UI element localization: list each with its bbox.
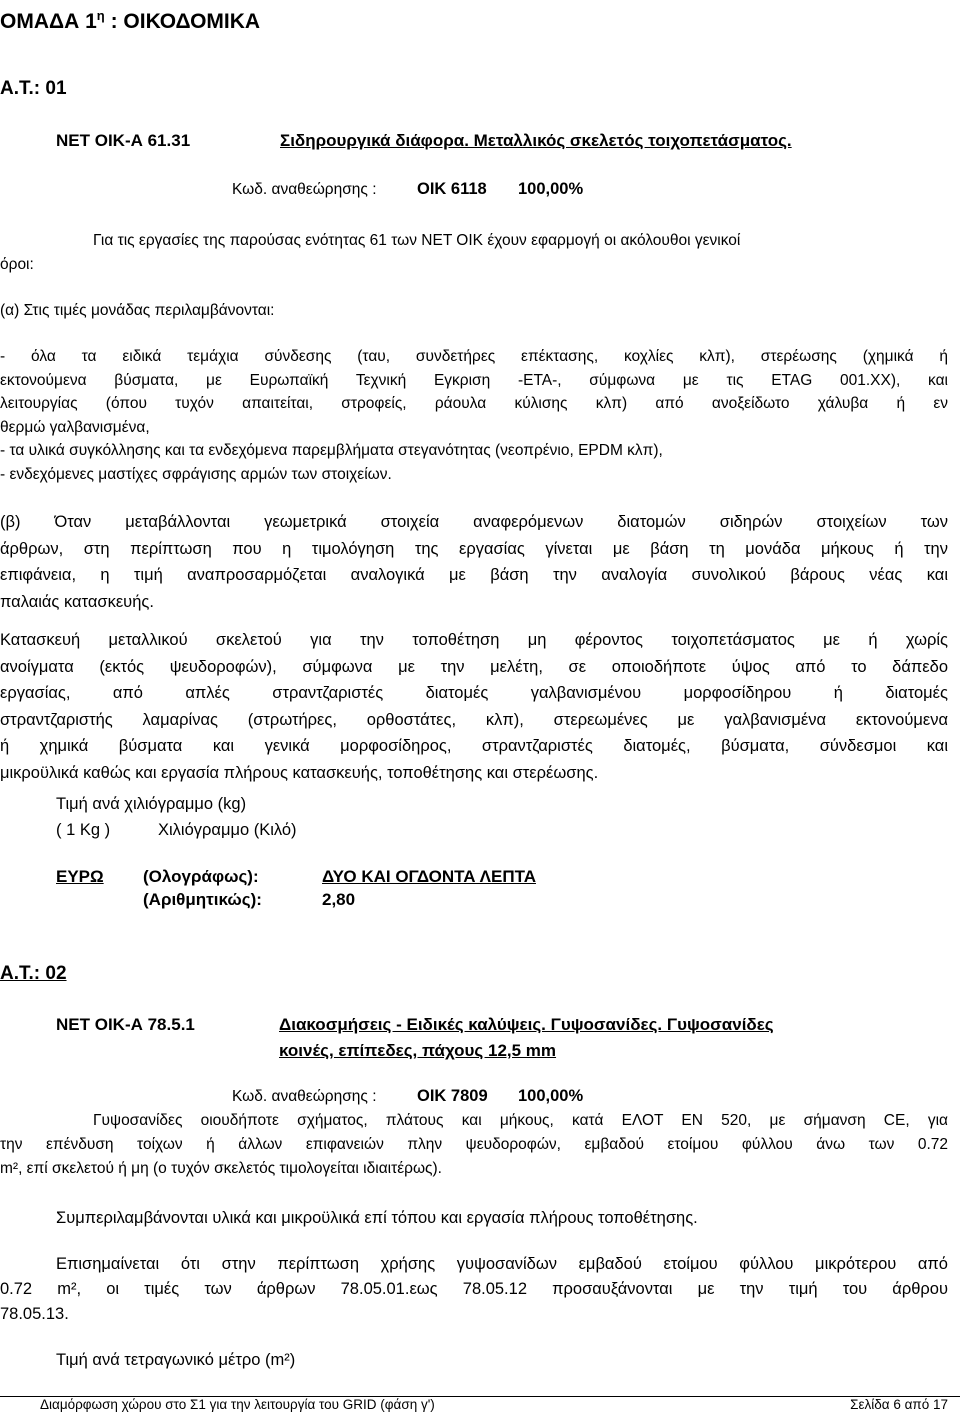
item2-revision-code: ΟΙΚ 7809 [417, 1087, 488, 1105]
item2-unit-line: Τιμή ανά τετραγωνικό μέτρο (m²) [56, 1351, 296, 1369]
item1-unit-line2-a: ( 1 Kg ) [56, 821, 111, 839]
item1-desc-line: στραντζαριστής λαμαρίνας (στρωτήρες, ορθοστάτες, κλπ), στερεωμένες με γαλβανισμένα εκτονούμενα [0, 710, 948, 729]
item1-b-line: (β) Όταν μεταβάλλονται γεωμετρικά στοιχεία αναφερόμενων διατομών σιδηρών στοιχείων των [0, 513, 948, 531]
item2-p3-line: 78.05.13. [0, 1305, 69, 1323]
item2-revision-percent: 100,00% [518, 1087, 584, 1105]
group-heading-sup: η [96, 8, 105, 23]
item1-words-value: ΔΥΟ ΚΑΙ ΟΓΔΟΝΤΑ ΛΕΠΤΑ [322, 867, 537, 886]
item2-paragraph2: Συμπεριλαμβάνονται υλικά και μικροϋλικά επί τόπου και εργασία πλήρους τοποθέτησης. [56, 1209, 698, 1227]
item2-paragraph1 [0, 1109, 948, 1181]
item1-title: Σιδηρουργικά διάφορα. Μεταλλικός σκελετός τοιχοπετάσματος. [280, 131, 792, 150]
item2-net-code: ΝΕΤ ΟΙΚ-Α 78.5.1 [56, 1015, 195, 1034]
item1-a-line: - τα υλικά συγκόλλησης και τα ενδεχόμενα παρεμβλήματα στεγανότητας (νεοπρένιο, EPDM κλπ), [0, 442, 663, 459]
item1-digits-value: 2,80 [322, 890, 356, 909]
item2-p3-line: Επισημαίνεται ότι στην περίπτωση χρήσης γυψοσανίδων εμβαδού ετοίμου φύλλου μικρότερου από [56, 1255, 948, 1273]
item1-currency: ΕΥΡΩ [56, 867, 104, 886]
item2-revision-label: Κωδ. αναθεώρησης : [232, 1088, 377, 1105]
group-heading-pre: ΟΜΑΔΑ 1 [0, 10, 97, 33]
item2-p1-line: την επένδυση τοίχων ή άλλων επιφανειών πλην ψευδοροφών, εμβαδού ετοίμου φύλλου άνω των 0.72 [0, 1136, 948, 1153]
item1-a-list [0, 345, 948, 486]
item1-net-code: ΝΕΤ ΟΙΚ-Α 61.31 [56, 131, 191, 150]
item1-desc-line: ή χημικά βύσματα και γενικά μορφοσίδηρος, στραντζαριστές διατομές, βύσματα, σύνδεσμοι και [0, 737, 948, 755]
footer-left: Διαμόρφωση χώρου στο Σ1 για την λειτουργία του GRID (φάση γ') [40, 1397, 435, 1412]
item1-desc-line: Κατασκευή μεταλλικού σκελετού για την τοποθέτηση μη φέροντος τοιχοπετάσματος με ή χωρίς [0, 631, 948, 649]
item1-a-line: - ενδεχόμενες μαστίχες σφράγισης αρμών των στοιχείων. [0, 465, 392, 483]
item1-description [0, 627, 948, 786]
item1-desc-line: εργασίας, από απλές στραντζαριστές διατομές γαλβανισμένου μορφοσίδηρου ή διατομές [0, 684, 948, 702]
group-heading [0, 2, 260, 36]
item2-p1-line: Γυψοσανίδες οιουδήποτε σχήματος, πλάτους και μήκους, κατά ΕΛΟΤ ΕΝ 520, με σήμανση CE, για [93, 1112, 948, 1129]
footer-right: Σελίδα 6 από 17 [850, 1397, 948, 1412]
item1-revision-percent: 100,00% [518, 180, 584, 198]
group-heading-post: : ΟΙΚΟΔΟΜΙΚΑ [104, 10, 261, 33]
item1-words-label: (Ολογράφως): [143, 867, 259, 886]
item1-unit-line2-b: Χιλιόγραμμο (Κιλό) [158, 821, 297, 839]
item1-revision-label: Κωδ. αναθεώρησης : [232, 181, 377, 198]
item1-a-line: - όλα τα ειδικά τεμάχια σύνδεσης (ταυ, συνδετήρες επέκτασης, κοχλίες κλπ), στερέωσης (χημικά ή [0, 348, 948, 365]
item1-desc-line: μικροϋλικά καθώς και εργασία πλήρους κατασκευής, τοποθέτησης και στερέωσης. [0, 763, 599, 782]
item2-title-line2: κοινές, επίπεδες, πάχους 12,5 mm [279, 1041, 557, 1060]
item1-digits-label: (Αριθμητικώς): [143, 890, 262, 909]
item1-desc-line: ανοίγματα (εκτός ψευδοροφών), σύμφωνα με την μελέτη, σε οποιοδήποτε ύψος από το δάπεδο [0, 657, 948, 676]
item2-paragraph3 [0, 1252, 948, 1327]
item1-at-label: Α.Τ.: 01 [0, 78, 67, 99]
item1-a-heading: (α) Στις τιμές μονάδας περιλαμβάνονται: [0, 302, 275, 319]
item1-b-line: επιφάνεια, η τιμή αναπροσαρμόζεται αναλογικά με βάση την αναλογία συνολικού βάρους νέας και [0, 566, 948, 584]
item1-a-line: εκτονούμενα βύσματα, με Ευρωπαϊκή Τεχνική Εγκριση -ΕΤΑ-, σύμφωνα με τις ETAG 001.XX), και [0, 371, 948, 389]
item2-title-line1: Διακοσμήσεις - Ειδικές καλύψεις. Γυψοσανίδες. Γυψοσανίδες [279, 1015, 774, 1034]
item1-b-paragraph [0, 509, 948, 615]
item1-a-line: λειτουργίας (όπου τυχόν απαιτείται, στροφείς, ράουλα κύλισης κλπ) από ανοξείδωτο χάλυβα ή εν [0, 395, 948, 412]
item1-revision-code: ΟΙΚ 6118 [417, 180, 487, 198]
item1-b-line: άρθρων, στη περίπτωση που η τιμολόγηση της εργασίας γίνεται με βάση τη μονάδα μήκους ή την [0, 539, 948, 558]
item1-intro-line1: Για τις εργασίες της παρούσας ενότητας 61 των ΝΕΤ ΟΙΚ έχουν εφαρμογή οι ακόλουθοι γενικοί [93, 232, 741, 249]
item1-intro-line2: όροι: [0, 255, 34, 273]
item2-at-label: Α.Τ.: 02 [0, 963, 67, 984]
item2-p3-line: 0.72 m², οι τιμές των άρθρων 78.05.01.εως 78.05.12 προσαυξάνονται με την τιμή του άρθρου [0, 1280, 948, 1298]
item1-intro [0, 229, 948, 276]
item1-b-line: παλαιάς κατασκευής. [0, 592, 154, 611]
item1-a-line: θερμώ γαλβανισμένα, [0, 418, 150, 436]
item1-unit-line1: Τιμή ανά χιλιόγραμμο (kg) [56, 795, 247, 813]
item2-p1-line: m², επί σκελετού ή μη (ο τυχόν σκελετός τιμολογείται ιδιαιτέρως). [0, 1160, 442, 1177]
